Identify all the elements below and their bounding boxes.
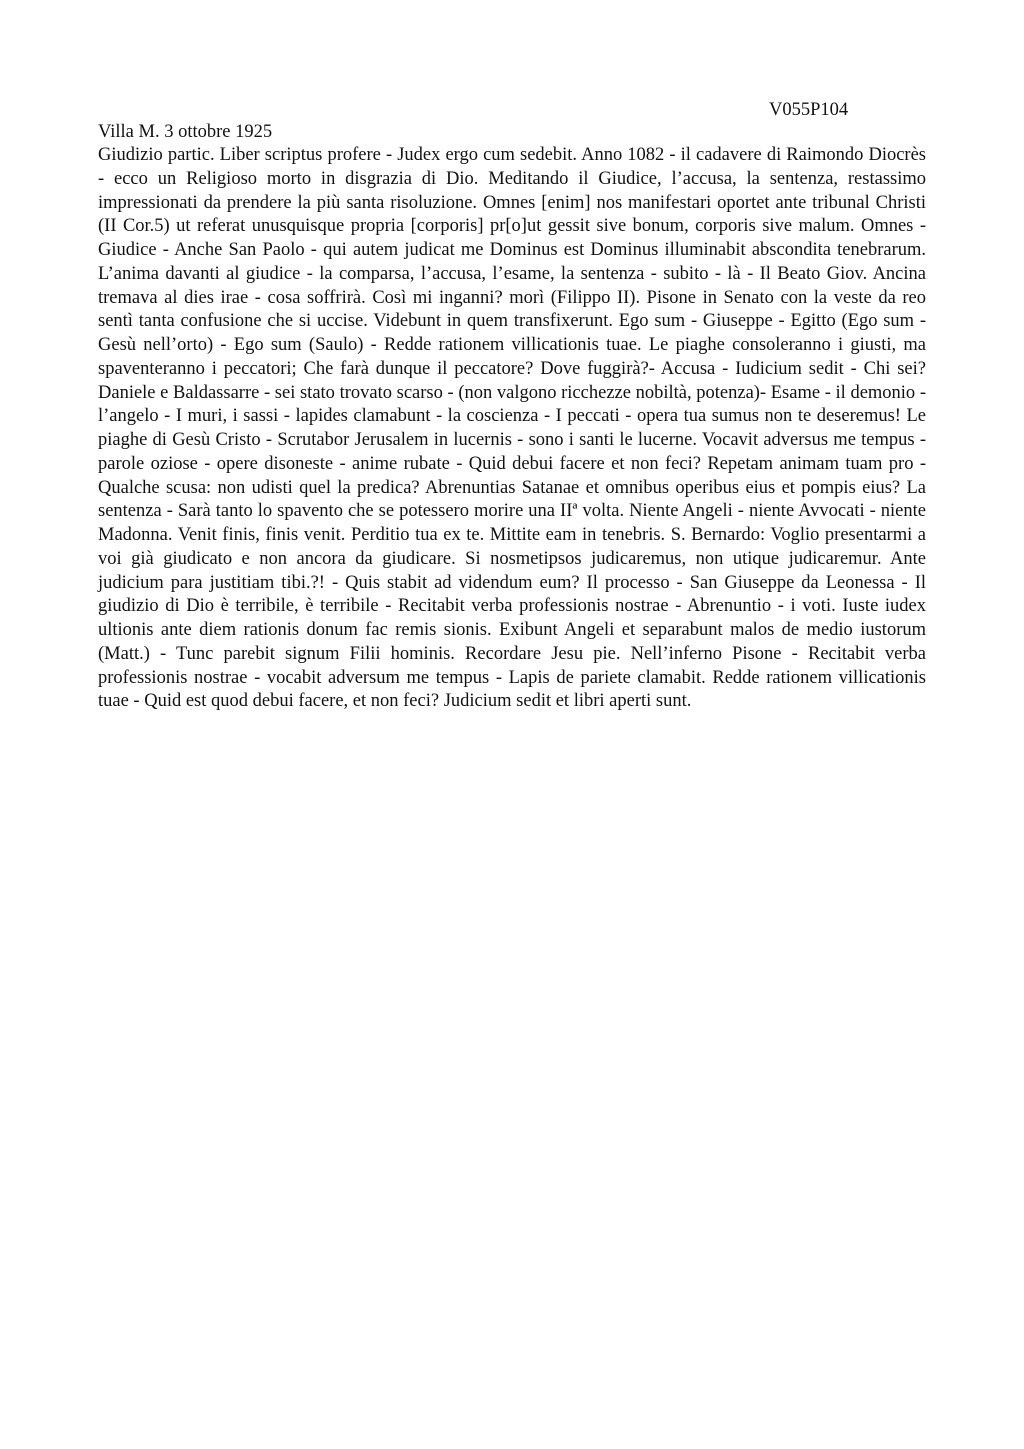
document-content <box>98 121 926 714</box>
place-date-heading: Villa M. 3 ottobre 1925 <box>98 122 273 142</box>
body-paragraph: Giudizio partic. Liber scriptus profere - Judex ergo cum sedebit. Anno 1082 - il cadavere di Raimondo Diocrès - ecco un Religioso morto in disgrazia di Dio. Meditando il Giudice, l’accusa, la sentenza, restassimo impressionati da prendere la più santa risoluzione. Omnes [enim] nos manifestari oportet ante tribunal Christi (II Cor.5) ut referat unusquisque propria [corporis] pr[o]ut gessit sive bonum, corporis sive malum. Omnes - Giudice - Anche San Paolo - qui autem judicat me Dominus est Dominus illuminabit abscondita tenebrarum. L’anima davanti al giudice - la comparsa, l’accusa, l’esame, la sentenza - subito - là - Il Beato Giov. Ancina tremava al dies irae - cosa soffrirà. Così mi inganni? morì (Filippo II). Pisone in Senato con la veste da reo sentì tanta confusione che si uccise. Videbunt in quem transfixerunt. Ego sum - Giuseppe - Egitto (Ego sum - Gesù nell’orto) - Ego sum (Saulo) - Redde rationem villicationis tuae. Le piaghe consoleranno i giusti, ma spaventeranno i peccatori; Che farà dunque il peccatore? Dove fuggirà?- Accusa - Iudicium sedit - Chi sei? Daniele e Baldassarre - sei stato trovato scarso - (non valgono ricchezze nobiltà, potenza)- Esame - il demonio - l’angelo - I muri, i sassi - lapides clamabunt - la coscienza - I peccati - opera tua sumus non te deseremus! Le piaghe di Gesù Cristo - Scrutabor Jerusalem in lucernis - sono i santi le lucerne. Vocavit adversus me tempus - parole oziose - opere disoneste - anime rubate - Quid debui facere et non feci? Repetam animam tuam pro - Qualche scusa: non udisti quel la predica? Abrenuntias Satanae et omnibus operibus eius et pompis eius? La sentenza - Sarà tanto lo spavento che se potessero morire una IIª volta. Niente Angeli - niente Avvocati - niente Madonna. Venit finis, finis venit. Perditio tua ex te. Mittite eam in tenebris. S. Bernardo: Voglio presentarmi a voi già giudicato e non ancora da giudicare. Si nosmetipsos judicaremus, non utique judicaremur. Ante judicium para justitiam tibi.?! - Quis stabit ad videndum eum? Il processo - San Giuseppe da Leonessa - Il giudizio di Dio è terribile, è terribile - Recitabit verba professionis nostrae - Abrenuntio - i voti. Iuste iudex ultionis ante diem rationis donum fac remis sionis. Exibunt Angeli et separabunt malos de medio iustorum (Matt.) - Tunc parebit signum Filii hominis. Recordare Jesu pie. Nell’inferno Pisone - Recitabit verba professionis nostrae - vocabit adversum me tempus - Lapis de pariete clamabit. Redde rationem villicationis tuae - Quid est quod debui facere, et non feci? Judicium sedit et libri aperti sunt. <box>98 145 926 712</box>
page-id: V055P104 <box>769 100 849 120</box>
